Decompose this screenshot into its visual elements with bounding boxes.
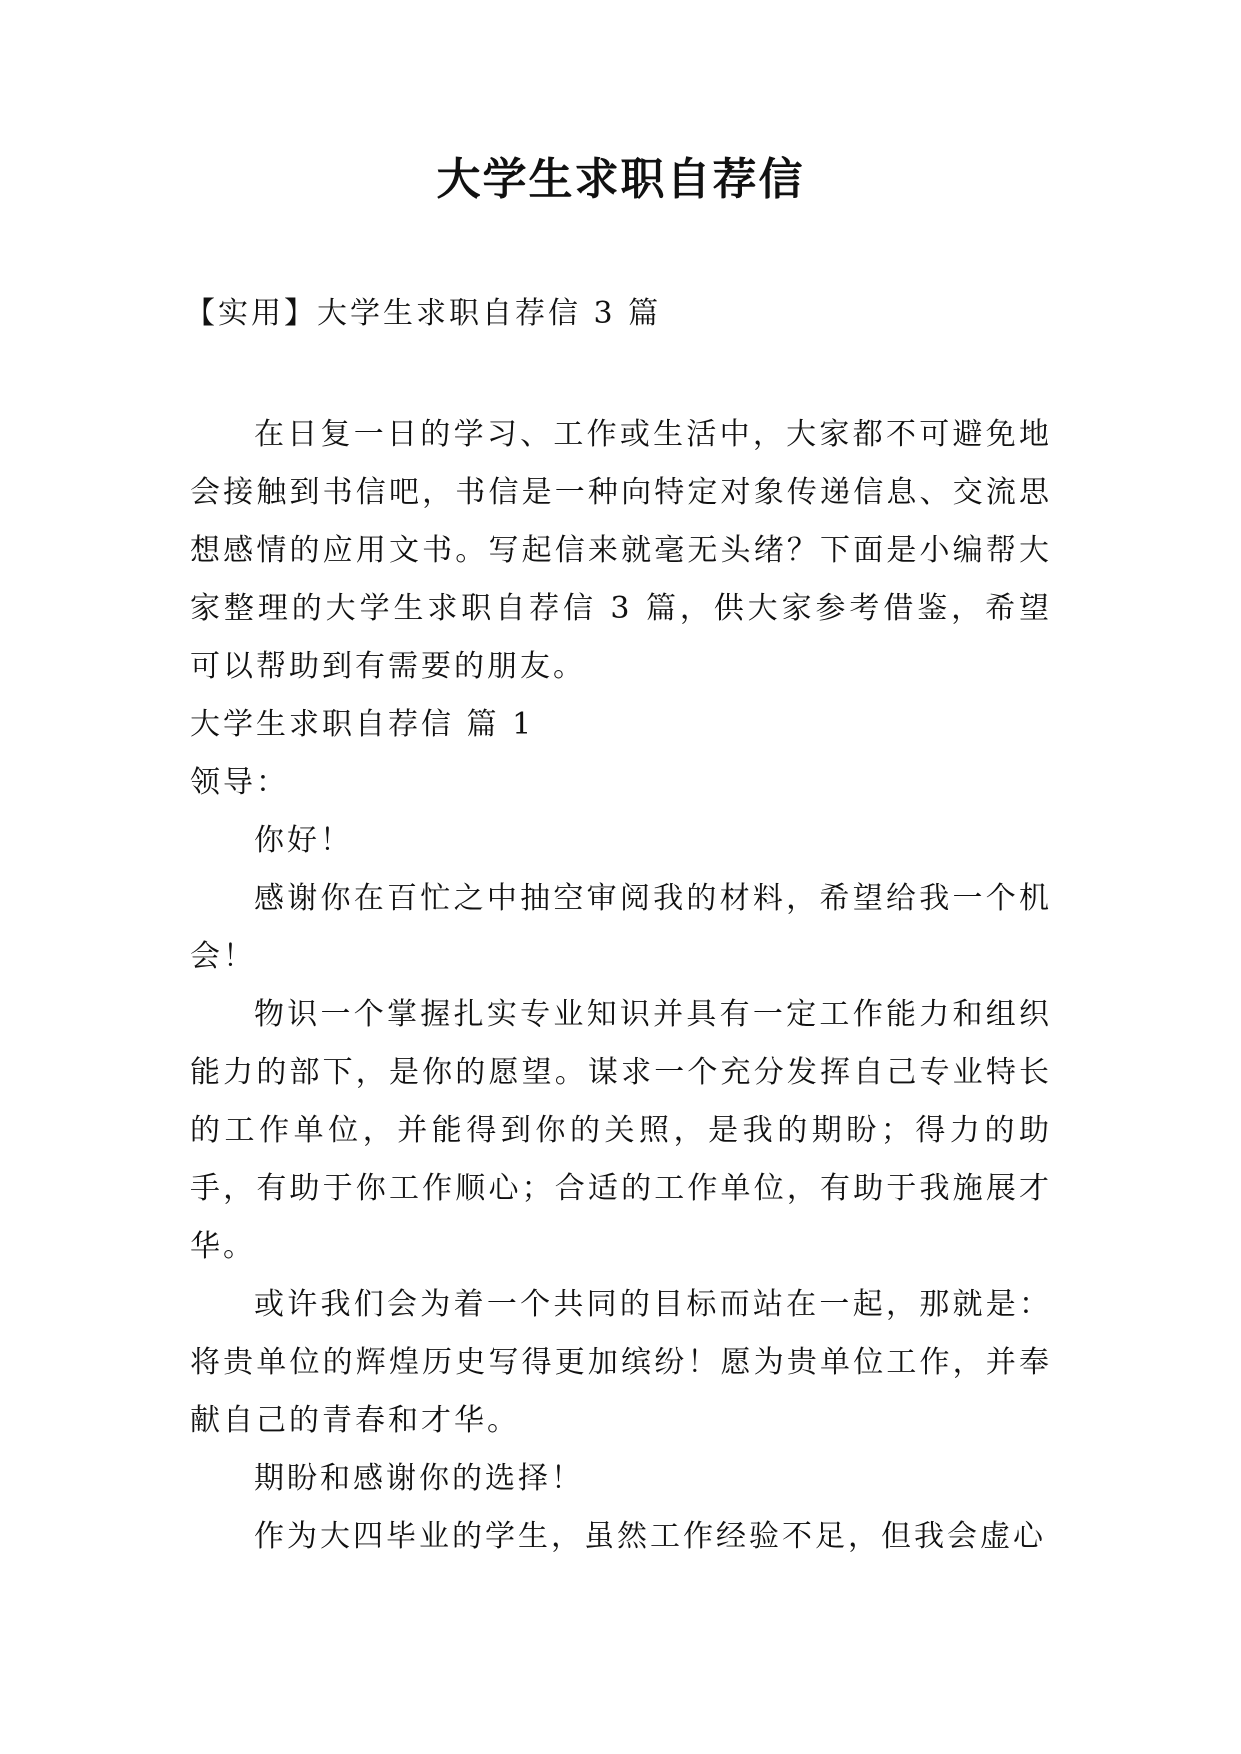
body-paragraph: 期盼和感谢你的选择！ [254,1461,584,1496]
body-paragraph: 或许我们会为着一个共同的目标而站在一起，那就是：将贵单位的辉煌历史写得更加缤纷！愿为贵单位工作，并奉献自己的青春和才华。 [190,1287,1052,1438]
document-title: 大学生求职自荐信 [436,154,805,205]
body-paragraph: 作为大四毕业的学生，虽然工作经验不足，但我会虚心 [254,1519,1046,1554]
intro-paragraph: 在日复一日的学习、工作或生活中，大家都不可避免地会接触到书信吧，书信是一种向特定对象传递信息、交流思想感情的应用文书。写起信来就毫无头绪？下面是小编帮大家整理的大学生求职自荐信 3 篇，供大家参考借鉴，希望可以帮助到有需要的朋友。 [190,417,1052,684]
section-heading: 大学生求职自荐信 篇 1 [190,707,535,742]
body-paragraph: 感谢你在百忙之中抽空审阅我的材料，希望给我一个机会！ [190,881,1052,974]
document-subtitle: 【实用】大学生求职自荐信 3 篇 [185,296,662,331]
document-body [190,406,1052,1566]
greeting: 你好！ [254,823,353,858]
body-paragraph: 物识一个掌握扎实专业知识并具有一定工作能力和组织能力的部下，是你的愿望。谋求一个充分发挥自己专业特长的工作单位，并能得到你的关照，是我的期盼；得力的助手，有助于你工作顺心；合适的工作单位，有助于我施展才华。 [190,997,1052,1264]
salutation: 领导： [190,765,289,800]
